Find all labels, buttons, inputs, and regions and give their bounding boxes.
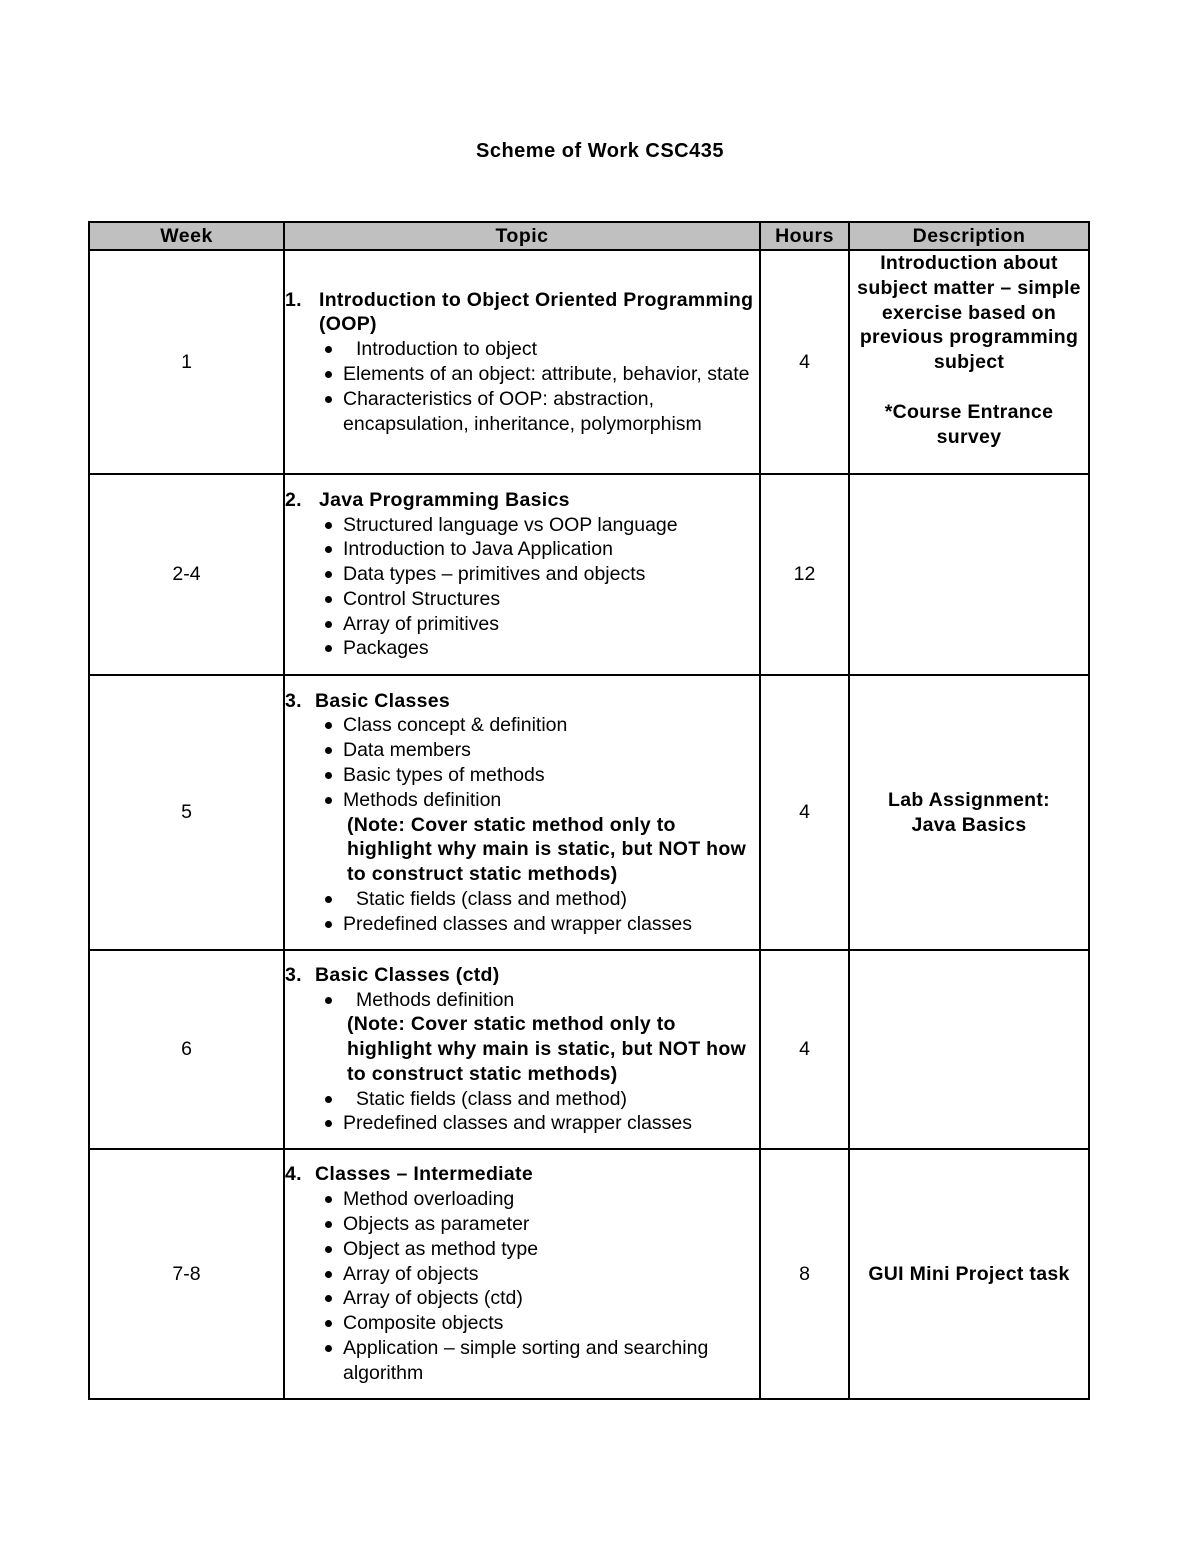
- list-item: Array of objects (ctd): [319, 1286, 759, 1311]
- topic-number: 4.: [285, 1163, 302, 1186]
- table-row: [89, 250, 1089, 474]
- topic-list: [285, 713, 759, 812]
- table-row: [89, 1149, 1089, 1399]
- topic-list: [285, 1187, 759, 1385]
- topic-number: 2.: [285, 488, 302, 511]
- description-cell: [849, 950, 1089, 1149]
- topic-heading: [285, 963, 759, 988]
- bullet-icon: [325, 522, 332, 529]
- topic-cell: [284, 675, 760, 950]
- description-text: Lab Assignment:: [888, 788, 1050, 811]
- topic-title: Introduction to Object Oriented Programming (OOP): [319, 288, 754, 336]
- topic-list: [285, 887, 759, 937]
- bullet-icon: [325, 396, 332, 403]
- table-row: [89, 675, 1089, 950]
- list-item: Data members: [319, 738, 759, 763]
- description-cell: [849, 675, 1089, 950]
- bullet-icon: [325, 346, 332, 353]
- bullet-icon: [325, 896, 332, 903]
- list-item: Static fields (class and method): [319, 1087, 759, 1112]
- table-row: [89, 474, 1089, 675]
- document-title: Scheme of Work CSC435: [476, 140, 724, 162]
- topic-number: 3.: [285, 963, 302, 986]
- list-item: Introduction to Java Application: [319, 537, 759, 562]
- list-item: Packages: [319, 636, 759, 661]
- list-item: Class concept & definition: [319, 713, 759, 738]
- topic-number: 3.: [285, 689, 302, 712]
- bullet-icon: [325, 546, 332, 553]
- topic-title: Basic Classes: [315, 689, 451, 712]
- bullet-icon: [325, 997, 332, 1004]
- week-cell: 1: [89, 250, 284, 474]
- description-cell: GUI Mini Project task: [849, 1149, 1089, 1399]
- scheme-of-work-table: [88, 221, 1090, 1400]
- bullet-icon: [325, 772, 332, 779]
- hours-cell: 4: [760, 950, 849, 1149]
- topic-heading: [285, 488, 759, 513]
- bullet-icon: [325, 1246, 332, 1253]
- week-cell: 7-8: [89, 1149, 284, 1399]
- description-cell: [849, 474, 1089, 675]
- bullet-icon: [325, 1345, 332, 1352]
- hours-cell: 4: [760, 250, 849, 474]
- topic-cell: [284, 250, 760, 474]
- list-item: Application – simple sorting and searching algorithm: [319, 1336, 759, 1386]
- list-item: Structured language vs OOP language: [319, 513, 759, 538]
- topic-note: (Note: Cover static method only to highlight why main is static, but NOT how to construct static methods): [347, 813, 747, 886]
- list-item: Array of objects: [319, 1262, 759, 1287]
- topic-number: 1.: [285, 288, 302, 311]
- topic-list: [285, 513, 759, 662]
- list-item: Object as method type: [319, 1237, 759, 1262]
- topic-list: [285, 988, 759, 1013]
- hours-cell: 8: [760, 1149, 849, 1399]
- topic-cell: [284, 950, 760, 1149]
- list-item: Method overloading: [319, 1187, 759, 1212]
- header-week: Week: [89, 222, 284, 250]
- topic-title: Java Programming Basics: [319, 488, 570, 511]
- list-item: Static fields (class and method): [319, 887, 759, 912]
- bullet-icon: [325, 1120, 332, 1127]
- bullet-icon: [325, 1096, 332, 1103]
- list-item: Methods definition: [319, 788, 759, 813]
- description-cell: [849, 250, 1089, 474]
- week-cell: 6: [89, 950, 284, 1149]
- week-cell: 2-4: [89, 474, 284, 675]
- topic-cell: [284, 1149, 760, 1399]
- topic-note: (Note: Cover static method only to highlight why main is static, but NOT how to construct static methods): [347, 1013, 747, 1085]
- bullet-icon: [325, 1196, 332, 1203]
- bullet-icon: [325, 1295, 332, 1302]
- list-item: Composite objects: [319, 1311, 759, 1336]
- bullet-icon: [325, 571, 332, 578]
- bullet-icon: [325, 596, 332, 603]
- bullet-icon: [325, 722, 332, 729]
- topic-heading: [285, 689, 759, 714]
- hours-cell: 4: [760, 675, 849, 950]
- list-item: Control Structures: [319, 587, 759, 612]
- description-text: Introduction about subject matter – simple exercise based on previous programming subject: [857, 252, 1081, 374]
- table-header-row: [89, 222, 1089, 250]
- header-hours: Hours: [760, 222, 849, 250]
- list-item: Introduction to object: [319, 337, 759, 362]
- bullet-icon: [325, 1320, 332, 1327]
- bullet-icon: [325, 747, 332, 754]
- bullet-icon: [325, 371, 332, 378]
- week-cell: 5: [89, 675, 284, 950]
- topic-title: Classes – Intermediate: [315, 1163, 533, 1186]
- header-topic: Topic: [284, 222, 760, 250]
- list-item: Array of primitives: [319, 612, 759, 637]
- list-item: Characteristics of OOP: abstraction, encapsulation, inheritance, polymorphism: [319, 387, 759, 437]
- list-item: Predefined classes and wrapper classes: [319, 1111, 759, 1136]
- bullet-icon: [325, 621, 332, 628]
- list-item: Data types – primitives and objects: [319, 562, 759, 587]
- header-description: Description: [849, 222, 1089, 250]
- list-item: Objects as parameter: [319, 1212, 759, 1237]
- topic-title: Basic Classes (ctd): [315, 963, 500, 986]
- bullet-icon: [325, 921, 332, 928]
- topic-cell: [284, 474, 760, 675]
- topic-heading: [285, 288, 759, 338]
- bullet-icon: [325, 1221, 332, 1228]
- list-item: Basic types of methods: [319, 763, 759, 788]
- list-item: Predefined classes and wrapper classes: [319, 912, 759, 937]
- bullet-icon: [325, 1271, 332, 1278]
- topic-list: [285, 337, 759, 436]
- list-item: Elements of an object: attribute, behavior, state: [319, 362, 759, 387]
- list-item: Methods definition: [319, 988, 759, 1013]
- bullet-icon: [325, 797, 332, 804]
- description-subtext: Java Basics: [911, 813, 1027, 836]
- hours-cell: 12: [760, 474, 849, 675]
- table-row: [89, 950, 1089, 1149]
- topic-heading: [285, 1162, 759, 1187]
- bullet-icon: [325, 645, 332, 652]
- description-note: *Course Entrance survey: [884, 400, 1054, 448]
- topic-list: [285, 1087, 759, 1137]
